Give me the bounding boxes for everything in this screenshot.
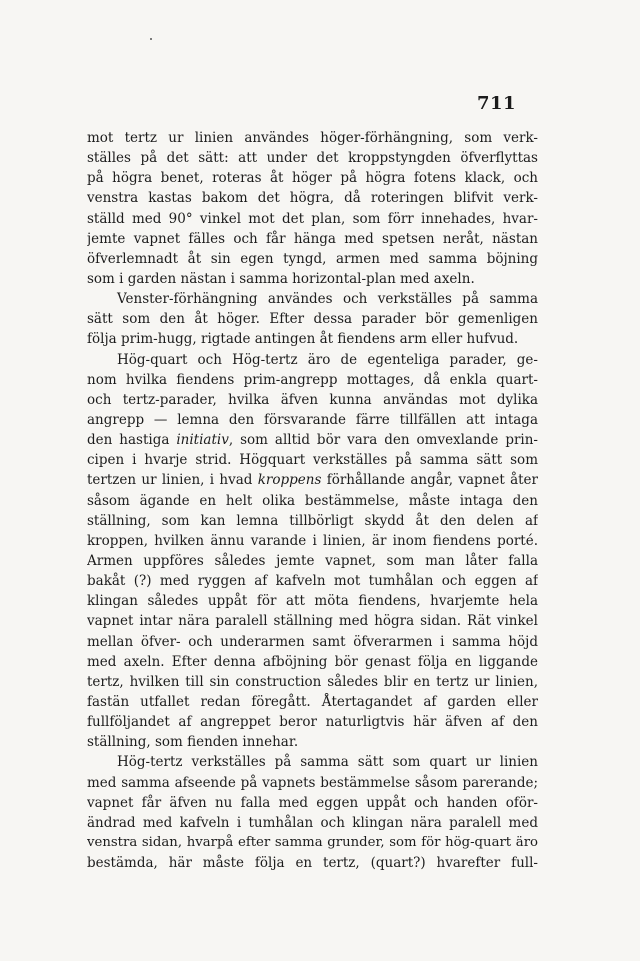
text-line: Hög-tertz verkställes på samma sätt som quart ur linien xyxy=(117,754,538,771)
body-text xyxy=(87,128,538,873)
text-line: på högra benet, roteras åt höger på högra fotens klack, och xyxy=(87,170,538,187)
text-line: med axeln. Efter denna afböjning bör genast följa en liggande xyxy=(87,653,538,670)
text-line: klingan således uppåt för att möta fiendens, hvarjemte hela xyxy=(87,593,538,610)
text-line: mellan öfver- och underarmen samt öfverarmen i samma höjd xyxy=(87,633,538,650)
text-fragment: , som alltid bör vara den omvexlande prin- xyxy=(228,432,538,449)
text-line: bestämda, här måste följa en tertz, (quart?) hvarefter full- xyxy=(87,855,538,872)
text-fragment: tertzen ur linien, i hvad xyxy=(87,472,258,489)
text-fragment: den hastiga xyxy=(87,432,177,449)
text-line: ändrad med kafveln i tumhålan och klingan nära paralell med xyxy=(87,814,538,831)
text-line: fastän utfallet redan föregått. Återtagandet af garden eller xyxy=(87,693,538,710)
text-line: venstra sidan, hvarpå efter samma grunder, som för hög-quart äro xyxy=(87,834,538,850)
text-fragment: förhållande angår, vapnet åter xyxy=(321,472,538,489)
paragraph-3 xyxy=(87,350,538,753)
text-line: ställning, som kan lemna tillbörligt skydd åt den delen af xyxy=(87,512,538,529)
text-line: jemte vapnet fälles och får hänga med spetsen neråt, nästan xyxy=(87,230,538,247)
text-line: ställd med 90° vinkel mot det plan, som förr innehades, hvar- xyxy=(87,210,538,227)
text-line: med samma afseende på vapnets bestämmelse såsom parerande; xyxy=(87,774,538,791)
text-line: Armen uppföres således jemte vapnet, som man låter falla xyxy=(87,552,538,569)
text-line-with-italic xyxy=(87,430,538,450)
text-line: tertz, hvilken till sin construction således blir en tertz ur linien, xyxy=(87,673,538,690)
text-line: bakåt (?) med ryggen af kafveln mot tumhålan och eggen af xyxy=(87,573,538,590)
text-line: nom hvilka fiendens prim-angrepp mottages, då enkla quart- xyxy=(87,371,538,388)
text-line: vapnet får äfven nu falla med eggen uppåt och handen oför- xyxy=(87,794,538,811)
text-line: angrepp — lemna den försvarande färre tillfällen att intaga xyxy=(87,411,538,428)
text-line: och tertz-parader, hvilka äfven kunna användas mot dylika xyxy=(87,391,538,408)
text-line: såsom ägande en helt olika bestämmelse, måste intaga den xyxy=(87,492,538,509)
text-line-with-italic xyxy=(87,470,538,490)
print-speck xyxy=(150,38,152,40)
text-line: fullföljandet af angreppet beror naturligtvis här äfven af den xyxy=(87,714,538,731)
text-line: följa prim-hugg, rigtade antingen åt fiendens arm eller hufvud. xyxy=(87,331,519,348)
italic-word: initiativ xyxy=(176,432,229,449)
text-line: Venster-förhängning användes och verkställes på samma xyxy=(117,291,538,308)
italic-word: kroppens xyxy=(257,472,322,489)
text-line: sätt som den åt höger. Efter dessa parader bör gemenligen xyxy=(87,311,538,328)
paragraph-4 xyxy=(87,752,538,873)
text-line: mot tertz ur linien användes höger-förhängning, som verk- xyxy=(87,130,538,146)
text-line: kroppen, hvilken ännu varande i linien, är inom fiendens porté. xyxy=(87,532,538,549)
text-line: cipen i hvarje strid. Högquart verkställes på samma sätt som xyxy=(87,452,538,469)
text-line: Hög-quart och Hög-tertz äro de egenteliga parader, ge- xyxy=(117,351,538,368)
paragraph-2 xyxy=(87,289,538,349)
text-line: ställes på det sätt: att under det kroppstyngden öfverflyttas xyxy=(87,150,538,167)
text-line: ställning, som fienden innehar. xyxy=(87,734,299,751)
page-number: 711 xyxy=(477,93,517,114)
text-line: vapnet intar nära paralell ställning med högra sidan. Rät vinkel xyxy=(87,613,538,630)
text-line: som i garden nästan i samma horizontal-plan med axeln. xyxy=(87,270,475,287)
text-line: venstra kastas bakom det högra, då roteringen blifvit verk- xyxy=(87,190,538,207)
paragraph-1 xyxy=(87,128,538,289)
text-line: öfverlemnadt åt sin egen tyngd, armen med samma böjning xyxy=(87,250,538,267)
